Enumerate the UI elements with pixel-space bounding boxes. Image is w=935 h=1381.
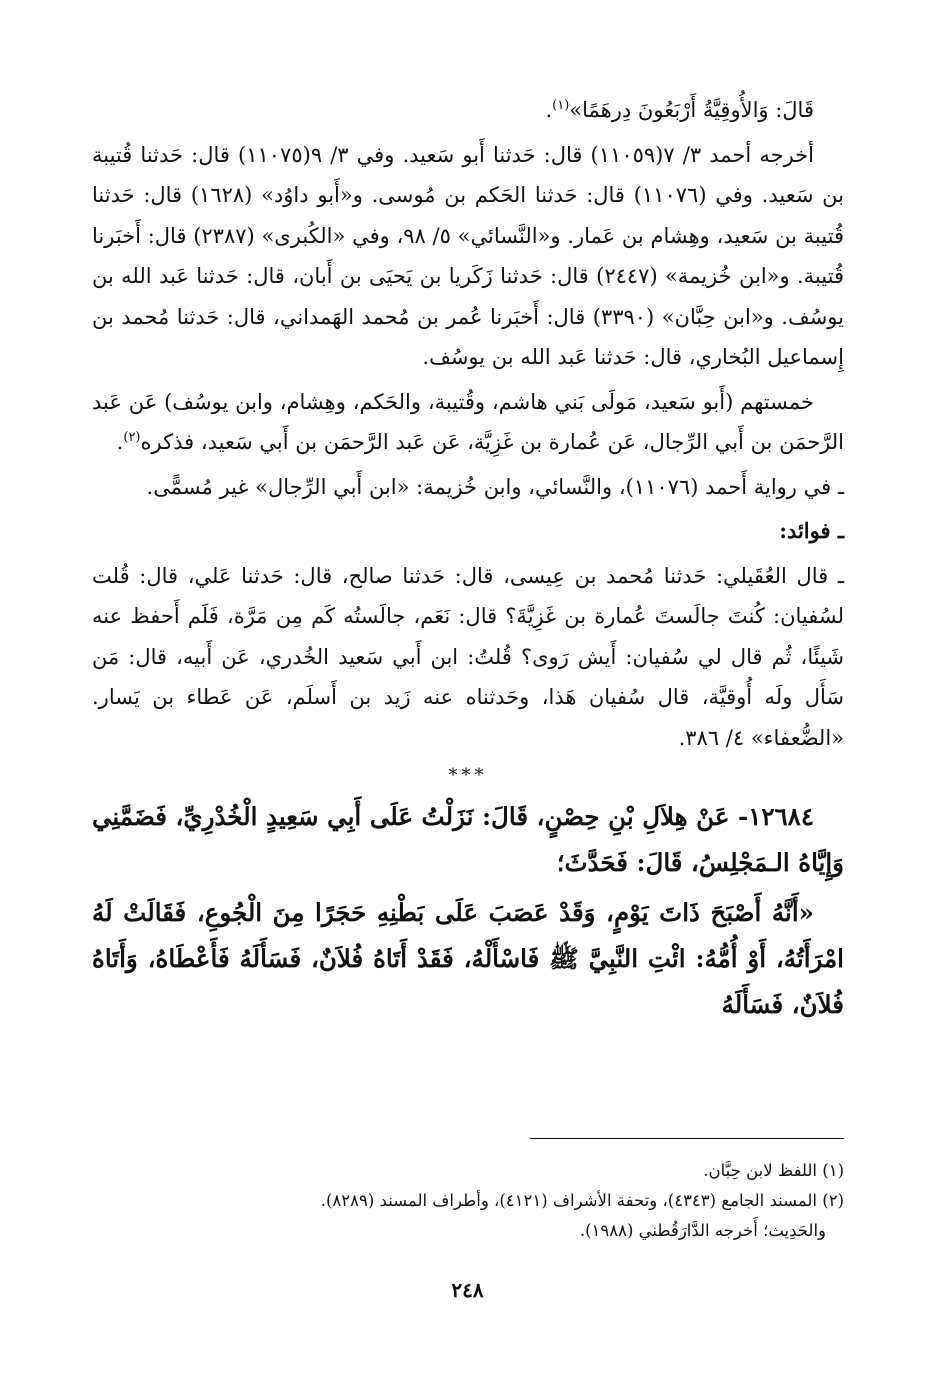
- section-separator: ***: [448, 765, 488, 786]
- hadith-12684-chain: ١٢٦٨٤- عَنْ هِلاَلِ بْنِ حِصْنٍ، قَالَ: نَزَلْتُ عَلَى أَبِي سَعِيدٍ الْخُدْرِيِّ، فَضَمَّنِي وَإِيَّاهُ الـمَجْلِسُ، قَالَ: فَحَدَّثَ؛: [92, 802, 844, 877]
- footnote-divider: [530, 1138, 844, 1139]
- chain-summary-text: خمستهم (أَبو سَعيد، مَولَى بَني هاشم، وقُتيبة، والحَكم، وهِشام، وابن يوسُف) عَن عَبد الرَّحمَن بن أَبي الرِّجال، عَن عُمارة بن غَزِيَّة، عَن عَبد الرَّحمَن بن أَبي سَعيد، فذكره: [92, 389, 844, 454]
- footnote-2: (٢) المسند الجامع (٤٣٤٣)، وتحفة الأشراف (٤١٢١)، وأطراف المسند (٨٢٨٩).: [320, 1191, 844, 1210]
- narration-note: ـ في رواية أَحمد (١١٠٧٦)، والنَّسائي، وابن خُزيمة: «ابن أَبي الرِّجال» غير مُسمًّى.: [146, 474, 844, 499]
- hadith-12684-text: «أَنَّهُ أَصْبَحَ ذَاتَ يَوْمٍ، وَقَدْ عَصَبَ عَلَى بَطْنِهِ حَجَرًا مِنَ الْجُوعِ، فَقَالَتْ لَهُ امْرَأَتُهُ، أَوْ أُمُّهُ: ائْتِ النَّبِيَّ ﷺ فَاسْأَلْهُ، فَقَدْ أَتَاهُ فُلاَنٌ، فَسَأَلَهُ فَأَعْطَاهُ، وَأَتَاهُ فُلاَنٌ، فَسَأَلَهُ: [92, 898, 844, 1019]
- footnote-ref-1[interactable]: (١): [552, 98, 570, 113]
- page-number: ٢٤٨: [451, 1278, 484, 1302]
- footnotes: [92, 1156, 844, 1246]
- uqaili-quote-paragraph: ـ قال العُقَيلي: حَدثنا مُحمد بن عِيسى، قال: حَدثنا صالح، قال: حَدثنا عَلي، قال: قُلت لسُفيان: كُنتَ جالَستَ عُمارة بن غَزِيَّةَ؟ قال: نَعَم، جالَستُه كَم مِن مَرَّة، فَلَم أَحفظ عنه شَيئًا، ثُم قال لي سُفيان: أَيش رَوى؟ قُلتُ: ابن أَبي سَعيد الخُدري، عَن أَبيه، قال: مَن سَأَل ولَه أُوقيَّة، قال سُفيان هَذا، وحَدثناه عنه زَيد بن أَسلَم، عَن عَطاء بن يَسار. «الضُّعفاء» ٤/ ٣٨٦.: [92, 563, 845, 750]
- chain-summary-paragraph: خمستهم (أَبو سَعيد، مَولَى بَني هاشم، وقُتيبة، والحَكم، وهِشام، وابن يوسُف) عَن عَبد الرَّحمَن بن أَبي الرِّجال، عَن عُمارة بن غَزِيَّة، عَن عَبد الرَّحمَن بن أَبي سَعيد، فذكره$^{(٢)}$.: [92, 389, 844, 454]
- takhrij-paragraph: أخرجه أحمد ٣/ ٧(١١٠٥٩) قال: حَدثنا أَبو سَعيد. وفي ٣/ ٩(١١٠٧٥) قال: حَدثنا قُتيبة بن سَعيد. وفي (١١٠٧٦) قال: حَدثنا الحَكم بن مُوسى. و«أَبو داوُد» (١٦٢٨) قال: حَدثنا قُتيبة بن سَعيد، وهِشام بن عَمار. و«النَّسائي» ٥/ ٩٨، وفي «الكُبرى» (٢٣٨٧) قال: أَخبَرنا قُتيبة. و«ابن خُزيمة» (٢٤٤٧) قال: حَدثنا زَكَريا بن يَحيَى بن أَبان، قال: حَدثنا عَبد الله بن يوسُف. و«ابن حِبَّان» (٣٣٩٠) قال: أَخبَرنا عُمر بن مُحمد الهَمداني، قال: حَدثنا مُحمد بن إِسماعيل البُخاري، قال: حَدثنا عَبد الله بن يوسُف.: [92, 142, 844, 369]
- benefits-heading: ـ فوائد:: [779, 518, 844, 543]
- hadith-ending-text: قَالَ: وَالأُوقِيَّةُ أَرْبَعُونَ دِرهَمًا»: [569, 98, 814, 122]
- footnote-ref-2[interactable]: (٢): [123, 430, 141, 445]
- footnote-2-continuation: والحَدِيث؛ أَخرجه الدَّارَقُطني (١٩٨٨).: [579, 1221, 826, 1240]
- footnote-1: (١) اللفظ لابن حِبَّان.: [703, 1161, 844, 1180]
- hadith-ending-line: قَالَ: وَالأُوقِيَّةُ أَرْبَعُونَ دِرهَمًا»$^{(١)}$.: [545, 98, 814, 122]
- page-body: [92, 90, 844, 1032]
